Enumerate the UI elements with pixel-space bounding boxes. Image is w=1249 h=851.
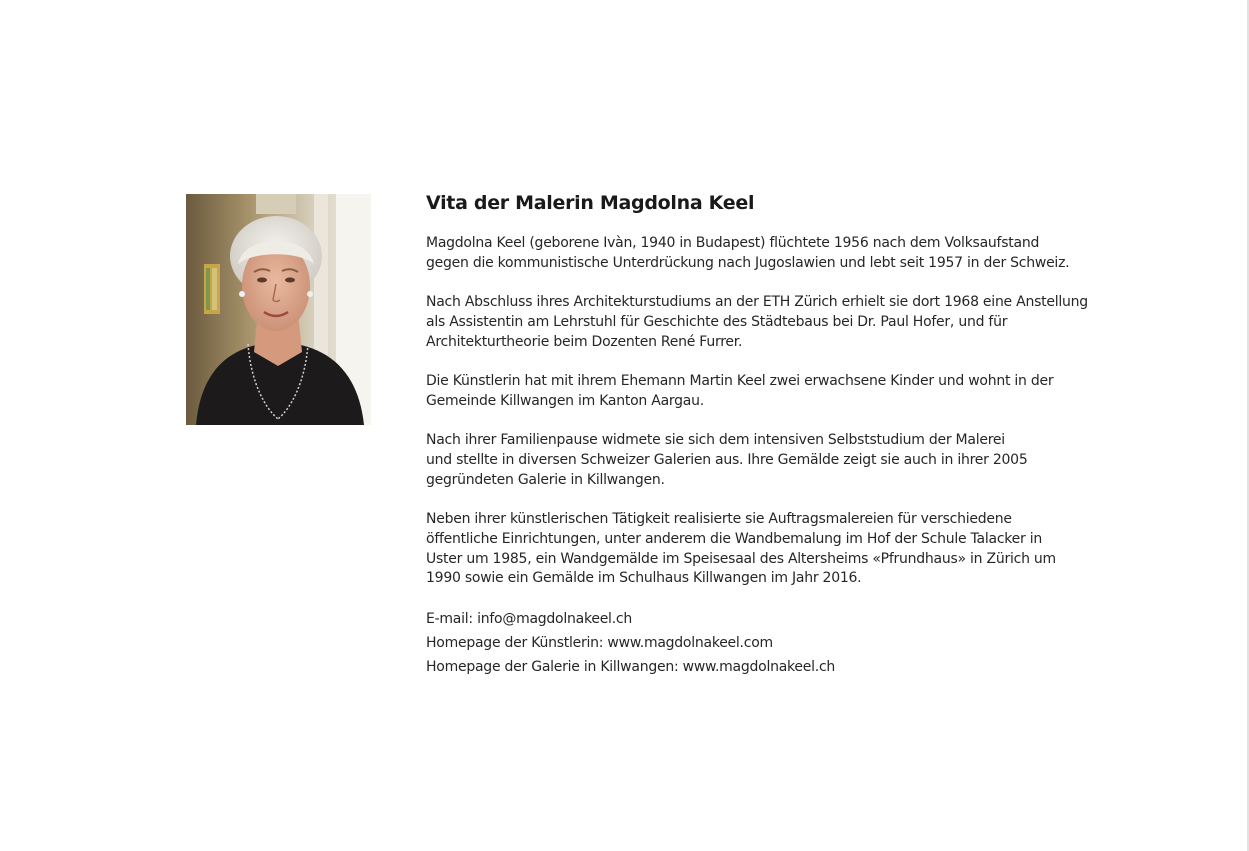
paragraph-line: und stellte in diversen Schweizer Galerien aus. Ihre Gemälde zeigt sie auch in ihrer 2005 — [426, 451, 1028, 468]
paragraph-line: Nach ihrer Familienpause widmete sie sich dem intensiven Selbststudium der Malerei — [426, 432, 1005, 449]
artist-homepage-label: Homepage der Künstlerin: — [426, 634, 608, 651]
paragraph-line: gegen die kommunistische Unterdrückung nach Jugoslawien und lebt seit 1957 in der Schweiz. — [426, 254, 1070, 271]
gallery-homepage-label: Homepage der Galerie in Killwangen: — [426, 658, 683, 675]
vita-paragraph-family — [426, 372, 1106, 412]
paragraph-line: Architekturtheorie beim Dozenten René Furrer. — [426, 333, 743, 350]
paragraph-line: Nach Abschluss ihres Architekturstudiums an der ETH Zürich erhielt sie dort 1968 eine Anstellung — [426, 294, 1088, 311]
paragraph-line: als Assistentin am Lehrstuhl für Geschichte des Städtebaus bei Dr. Paul Hofer, und für — [426, 313, 1008, 330]
paragraph-line: 1990 sowie ein Gemälde im Schulhaus Killwangen im Jahr 2016. — [426, 570, 862, 587]
artist-homepage-link[interactable]: www.magdolnakeel.com — [607, 634, 773, 651]
paragraph-line: Gemeinde Killwangen im Kanton Aargau. — [426, 392, 704, 409]
page-title: Vita der Malerin Magdolna Keel — [426, 192, 755, 214]
paragraph-line: Magdolna Keel (geborene Ivàn, 1940 in Budapest) flüchtete 1956 nach dem Volksaufstand — [426, 235, 1040, 251]
gallery-homepage-link[interactable]: www.magdolnakeel.ch — [682, 658, 836, 675]
vita-paragraph-painting — [426, 431, 1106, 490]
contact-gallery-homepage-row — [426, 655, 1106, 679]
vita-paragraph-commissions — [426, 510, 1106, 589]
artist-portrait-photo — [186, 194, 371, 425]
vita-content — [426, 189, 1106, 679]
paragraph-line: öffentliche Einrichtungen, unter anderem die Wandbemalung im Hof der Schule Talacker in — [426, 530, 1042, 547]
vita-paragraph-origin — [426, 234, 1106, 274]
paragraph-line: gegründeten Galerie in Killwangen. — [426, 471, 665, 488]
contact-block — [426, 607, 1106, 679]
paragraph-line: Die Künstlerin hat mit ihrem Ehemann Martin Keel zwei erwachsene Kinder und wohnt in der — [426, 372, 1054, 389]
contact-artist-homepage-row — [426, 631, 1106, 655]
paragraph-line: Neben ihrer künstlerischen Tätigkeit realisierte sie Auftragsmalereien für verschiedene — [426, 510, 1012, 527]
email-link[interactable]: info@magdolnakeel.ch — [477, 610, 632, 627]
contact-email-row — [426, 607, 1106, 631]
email-label: E-mail: — [426, 610, 478, 627]
paragraph-line: Uster um 1985, ein Wandgemälde im Speisesaal des Altersheims «Pfrundhaus» in Zürich um — [426, 550, 1056, 567]
vita-paragraph-education — [426, 293, 1106, 352]
